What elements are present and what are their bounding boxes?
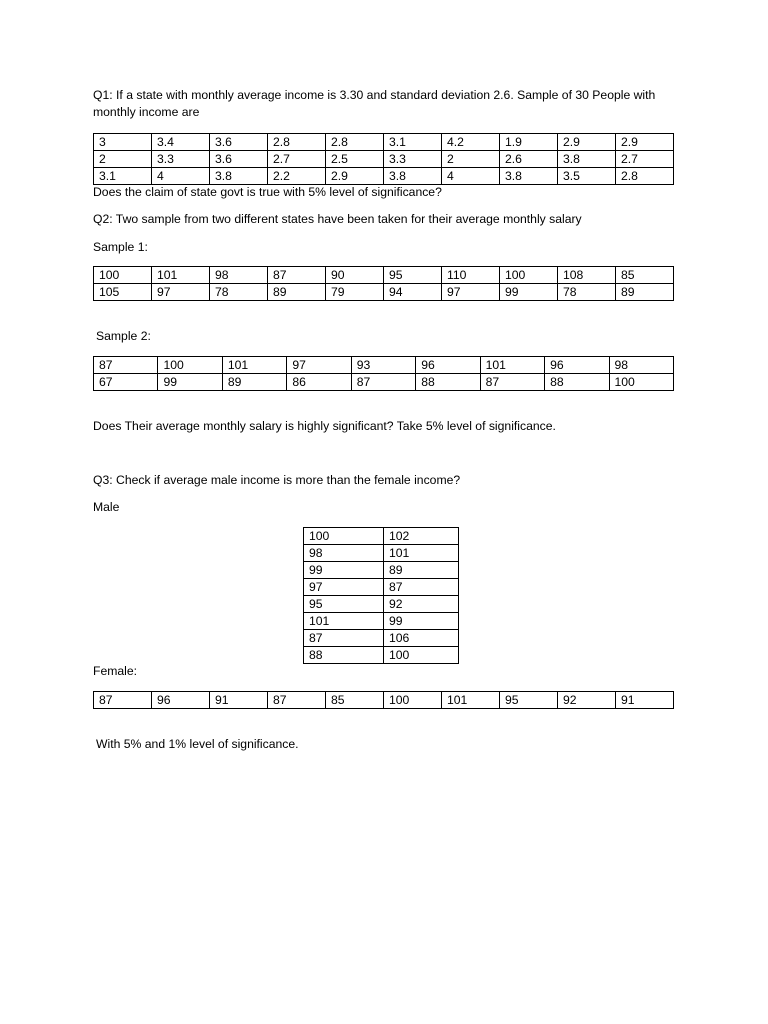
table-cell: 97 [287,357,351,374]
table-row [304,647,459,664]
table-cell: 95 [500,692,558,709]
table-cell: 3.8 [384,168,442,185]
table-cell: 101 [384,545,459,562]
table-cell: 100 [384,647,459,664]
table-cell: 2.8 [326,134,384,151]
table-cell: 3.8 [558,151,616,168]
table-cell: 100 [384,692,442,709]
table-row [304,613,459,630]
table-cell: 85 [326,692,384,709]
table-row [304,562,459,579]
q1-table [93,133,674,185]
table-row [94,168,674,185]
q2-sample1-label: Sample 1: [93,240,148,254]
table-cell: 88 [545,374,609,391]
table-cell: 100 [304,528,384,545]
table-cell: 86 [287,374,351,391]
table-cell: 2.5 [326,151,384,168]
table-cell: 2.7 [268,151,326,168]
table-cell: 3.8 [500,168,558,185]
table-row [304,596,459,613]
table-cell: 91 [210,692,268,709]
table-cell: 97 [152,284,210,301]
table-cell: 106 [384,630,459,647]
table-cell: 108 [558,267,616,284]
table-cell: 100 [609,374,674,391]
q3-female-label: Female: [93,664,138,678]
table-cell: 87 [268,692,326,709]
table-cell: 4 [152,168,210,185]
table-row [94,134,674,151]
table-cell: 89 [384,562,459,579]
table-cell: 89 [268,284,326,301]
table-row [304,579,459,596]
table-row [304,528,459,545]
table-row [304,630,459,647]
table-cell: 2.9 [326,168,384,185]
table-cell: 100 [94,267,152,284]
table-cell: 91 [616,692,674,709]
table-cell: 2.9 [616,134,674,151]
table-cell: 96 [152,692,210,709]
table-cell: 100 [500,267,558,284]
table-cell: 87 [268,267,326,284]
table-cell: 87 [384,579,459,596]
table-cell: 99 [384,613,459,630]
table-cell: 88 [416,374,480,391]
table-cell: 87 [94,357,158,374]
table-cell: 87 [480,374,544,391]
table-cell: 3 [94,134,152,151]
table-cell: 95 [304,596,384,613]
table-cell: 3.1 [94,168,152,185]
table-cell: 79 [326,284,384,301]
table-cell: 96 [416,357,480,374]
table-cell: 92 [384,596,459,613]
table-cell: 2.7 [616,151,674,168]
table-cell: 2 [442,151,500,168]
table-row [304,545,459,562]
table-row [94,267,674,284]
q3-text: Q3: Check if average male income is more than the female income? [93,473,461,487]
table-cell: 100 [158,357,222,374]
table-cell: 3.3 [384,151,442,168]
q1-question: Does the claim of state govt is true with 5% level of significance? [93,185,442,199]
q1-text: Q1: If a state with monthly average income is 3.30 and standard deviation 2.6. Sample of 30 People with monthly income are [93,88,656,119]
table-cell: 90 [326,267,384,284]
table-cell: 93 [351,357,415,374]
table-cell: 99 [158,374,222,391]
table-cell: 3.8 [210,168,268,185]
table-cell: 96 [545,357,609,374]
table-cell: 2.8 [616,168,674,185]
table-cell: 2.8 [268,134,326,151]
table-cell: 3.3 [152,151,210,168]
table-cell: 1.9 [500,134,558,151]
table-cell: 98 [210,267,268,284]
table-cell: 2.2 [268,168,326,185]
q2-text: Q2: Two sample from two different states have been taken for their average monthly salary [93,212,582,226]
table-cell: 3.5 [558,168,616,185]
q3-male-table [303,527,459,664]
table-cell: 2.9 [558,134,616,151]
table-cell: 2 [94,151,152,168]
table-cell: 98 [304,545,384,562]
q2-sample2-label: Sample 2: [96,329,151,343]
table-row [94,374,674,391]
table-cell: 89 [616,284,674,301]
table-cell: 110 [442,267,500,284]
q2-sample2-table [93,356,674,391]
table-cell: 88 [304,647,384,664]
table-row [94,284,674,301]
table-cell: 3.6 [210,151,268,168]
table-cell: 97 [442,284,500,301]
q3-footer: With 5% and 1% level of significance. [96,737,299,751]
q3-female-table [93,691,674,709]
table-cell: 78 [210,284,268,301]
table-cell: 99 [500,284,558,301]
table-cell: 3.6 [210,134,268,151]
table-cell: 98 [609,357,674,374]
table-cell: 3.1 [384,134,442,151]
table-cell: 102 [384,528,459,545]
table-cell: 87 [304,630,384,647]
table-cell: 92 [558,692,616,709]
table-cell: 105 [94,284,152,301]
table-cell: 87 [94,692,152,709]
table-row [94,692,674,709]
table-cell: 99 [304,562,384,579]
table-cell: 85 [616,267,674,284]
table-cell: 101 [304,613,384,630]
table-cell: 87 [351,374,415,391]
table-cell: 4 [442,168,500,185]
table-cell: 101 [480,357,544,374]
table-cell: 89 [222,374,286,391]
table-cell: 4.2 [442,134,500,151]
table-cell: 95 [384,267,442,284]
table-row [94,357,674,374]
table-cell: 3.4 [152,134,210,151]
q2-question: Does Their average monthly salary is highly significant? Take 5% level of significance. [93,419,556,433]
table-cell: 101 [442,692,500,709]
table-row [94,151,674,168]
table-cell: 101 [222,357,286,374]
table-cell: 2.6 [500,151,558,168]
table-cell: 101 [152,267,210,284]
table-cell: 94 [384,284,442,301]
table-cell: 97 [304,579,384,596]
q3-male-label: Male [93,500,120,514]
q2-sample1-table [93,266,674,301]
table-cell: 67 [94,374,158,391]
table-cell: 78 [558,284,616,301]
